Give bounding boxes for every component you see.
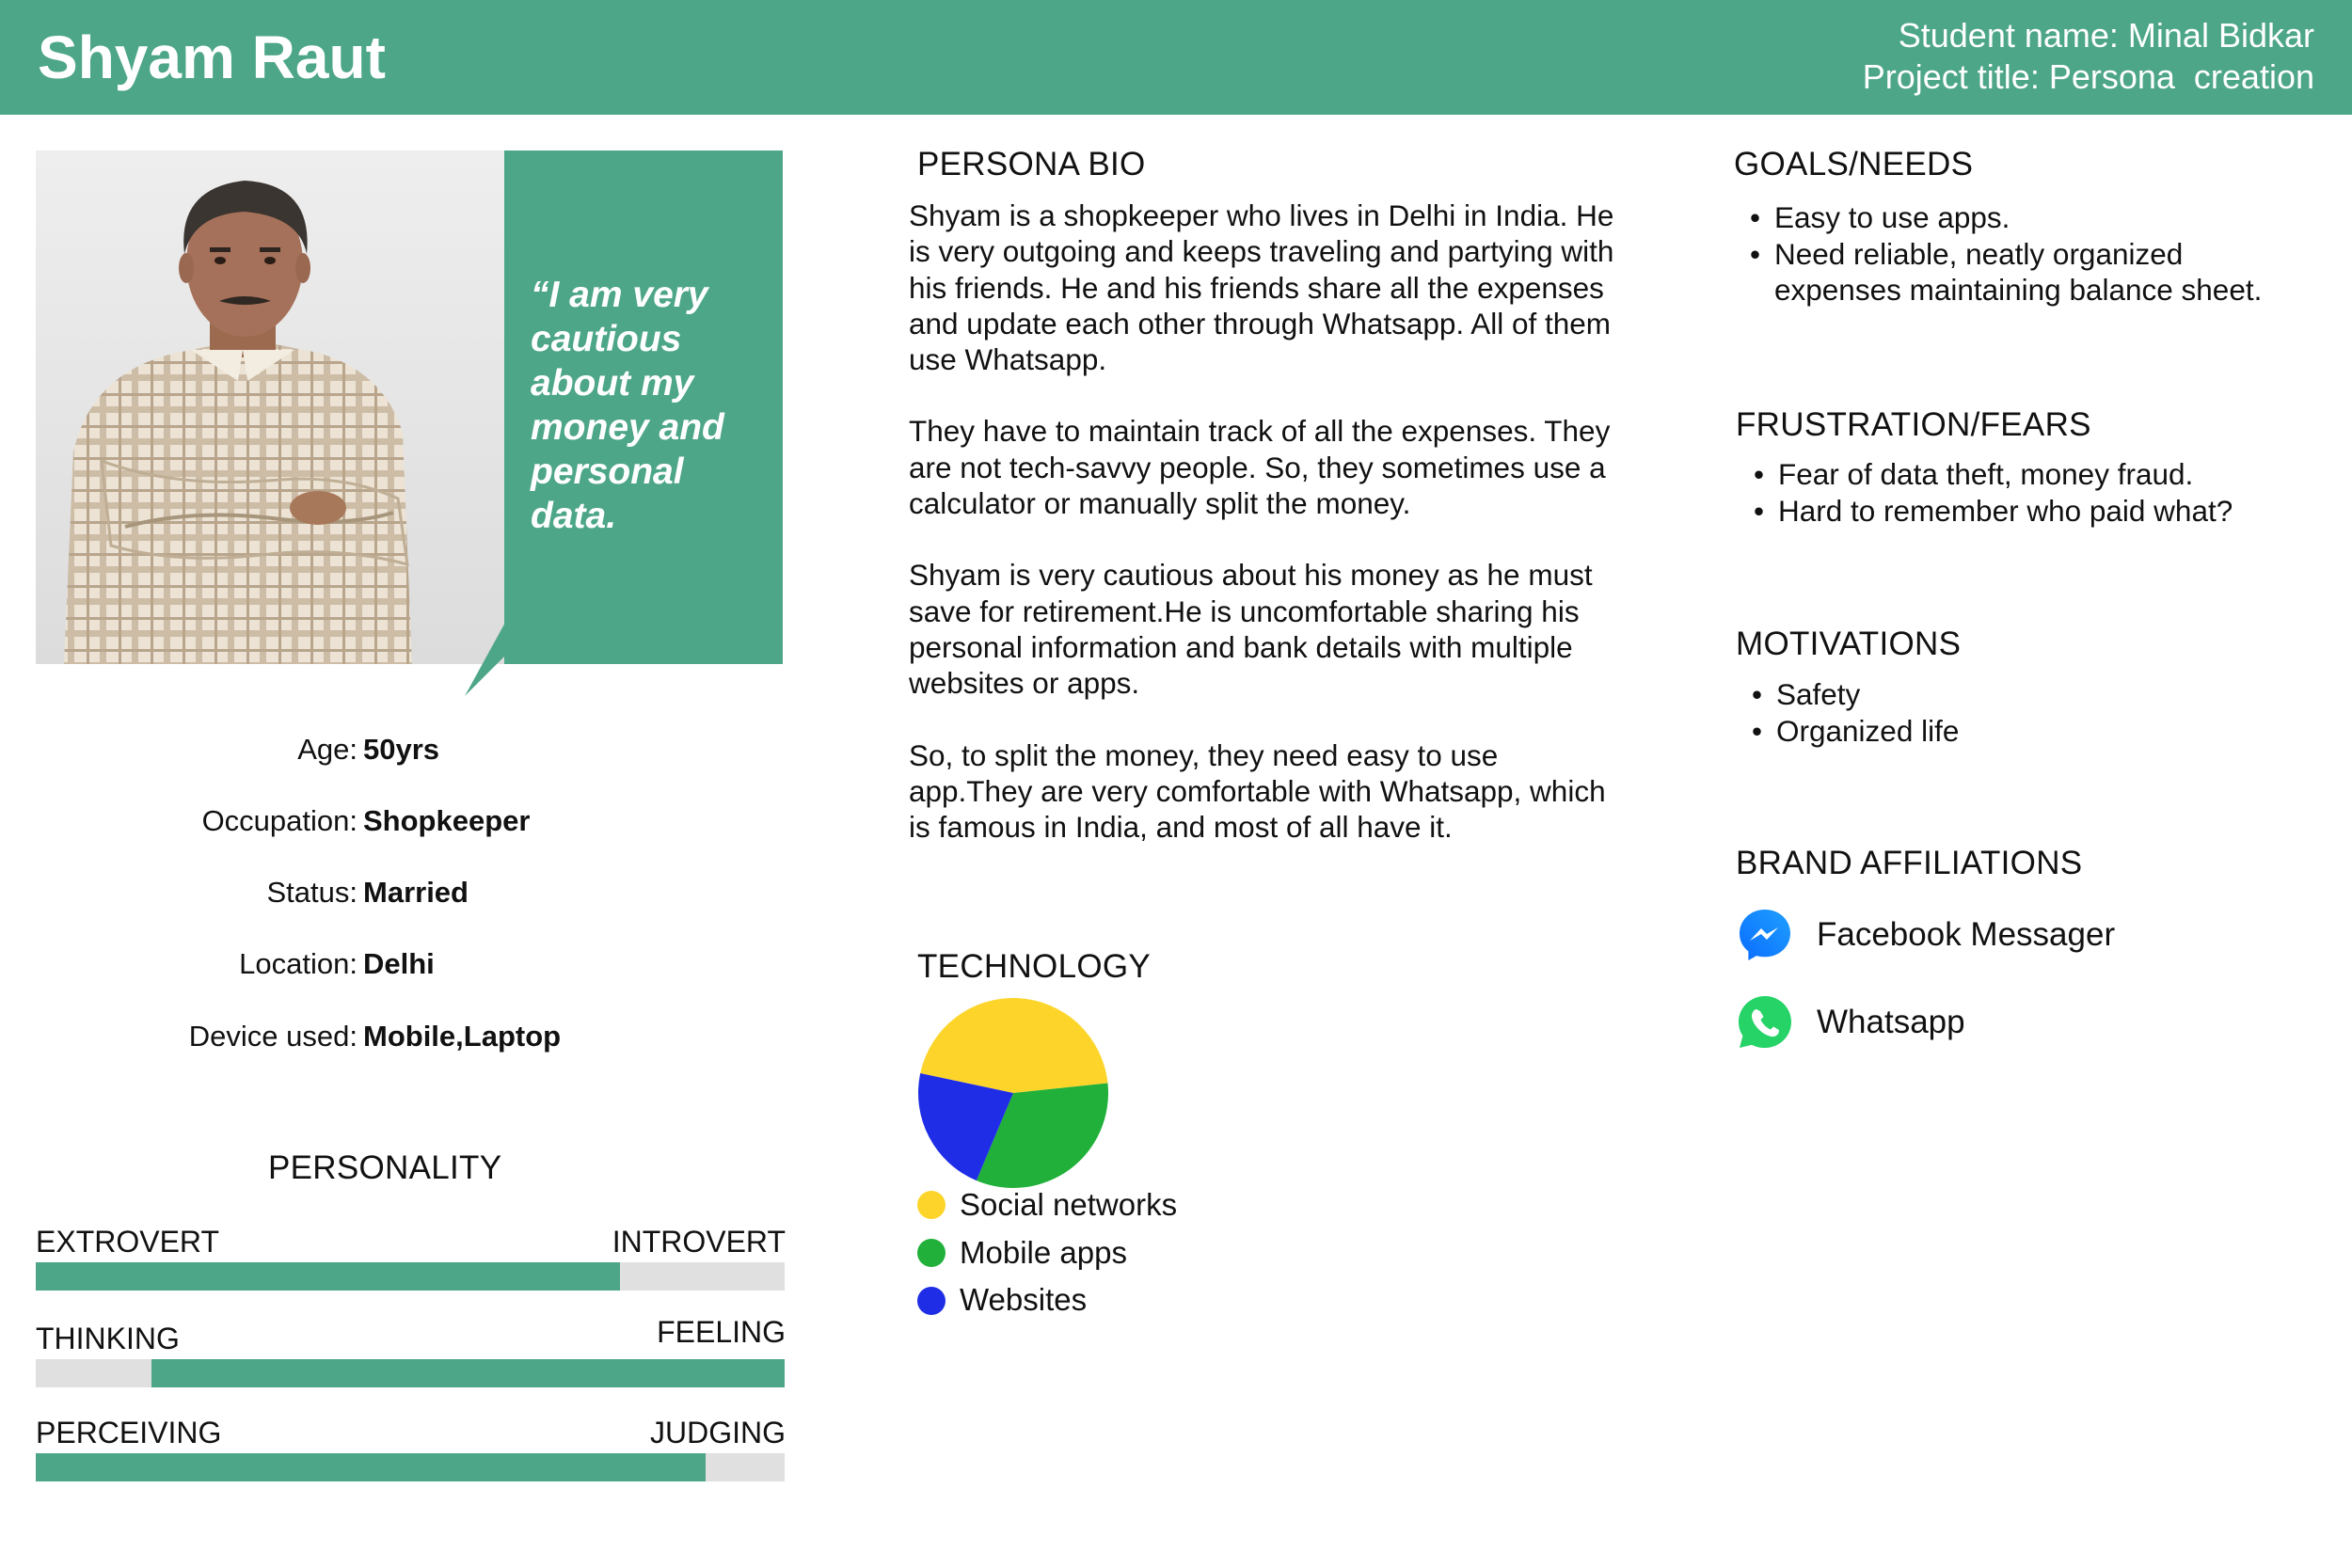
persona-photo-card [36,150,783,664]
trait-right-label: FEELING [657,1315,786,1349]
goal-item: • Need reliable, neatly organized expenses maintaining balance sheet. [1748,236,2312,309]
info-row-location [0,945,358,983]
quote-box [504,150,783,664]
header-meta [1863,15,2314,98]
info-value: Shopkeeper [363,804,531,837]
frustrations-title: FRUSTRATION/FEARS [1736,406,2091,443]
legend-label: Mobile apps [960,1235,1127,1270]
motivations-title: MOTIVATIONS [1736,626,1962,662]
bio-paragraph: Shyam is very cautious about his money as he must save for retirement.He is uncomfortable sharing his personal information and bank details with multiple websites or apps. [909,558,1593,701]
bio-title: PERSONA BIO [917,146,1146,182]
info-label: Location: [239,947,358,980]
project-title: Persona creation [2048,57,2314,96]
motivation-item: • Safety [1750,676,2314,713]
info-label: Occupation: [201,804,358,837]
legend-dot [917,1191,946,1219]
info-label: Device used: [188,1020,358,1053]
info-row-age [0,731,358,768]
info-label: Status: [266,876,358,909]
header-bar [0,0,2352,115]
info-value-wrap [363,874,739,911]
student-line [1863,15,2314,56]
motivations-list [1750,676,2314,749]
person-illustration [36,150,504,664]
brand-item-messenger [1736,906,2115,964]
info-value: Delhi [363,947,435,980]
info-row-occupation [0,802,358,840]
legend-label: Websites [960,1282,1088,1317]
technology-pie-chart [917,997,1109,1189]
brand-name: Whatsapp [1817,1004,1965,1040]
trait-right-label: INTROVERT [612,1225,786,1259]
trait-bar-fill [36,1453,706,1481]
legend-dot [917,1239,946,1267]
info-value-wrap [363,945,739,983]
bio-paragraph: They have to maintain track of all the expenses. They are not tech-savvy people. So, they sometimes use a calculator or manually split the money. [909,414,1611,521]
frustration-item: • Fear of data theft, money fraud. [1752,456,2316,493]
trait-left-label: THINKING [36,1322,180,1355]
info-value-wrap [363,802,739,840]
whatsapp-icon [1736,993,1794,1052]
persona-quote: “I am very cautious about my money and personal data. [531,275,724,536]
trait-bar-fill [151,1359,785,1387]
persona-name: Shyam Raut [38,24,386,91]
info-row-device [0,1018,358,1055]
info-value-wrap [363,731,739,768]
trait-left-label: EXTROVERT [36,1225,219,1259]
legend-dot [917,1287,946,1315]
info-value: Married [363,876,469,909]
trait-left-label: PERCEIVING [36,1416,222,1449]
bio-text [909,198,1614,880]
info-value: 50yrs [363,733,440,766]
info-value: Mobile,Laptop [363,1020,562,1053]
technology-title: TECHNOLOGY [917,948,1152,985]
info-row-status [0,874,358,911]
bio-paragraph: Shyam is a shopkeeper who lives in Delhi in India. He is very outgoing and keeps traveling and partying with his friends. He and his friends share all the expenses and update each other through Whatsapp. All of them use Whatsapp. [909,198,1614,377]
bio-paragraph: So, to split the money, they need easy to use app.They are very comfortable with Whatsapp, which is famous in India, and most of all have it. [909,737,1606,845]
legend-label: Social networks [960,1187,1178,1222]
trait-bar-track [36,1453,785,1481]
info-label: Age: [297,733,358,766]
project-label: Project title: [1862,57,2040,96]
persona-photo [36,150,504,664]
brand-name: Facebook Messager [1817,916,2116,953]
personality-title: PERSONALITY [268,1149,502,1186]
trait-right-label: JUDGING [650,1416,786,1449]
frustration-item: • Hard to remember who paid what? [1752,493,2316,530]
project-line [1863,56,2314,98]
goals-title: GOALS/NEEDS [1734,146,1974,182]
pie-slice-social-networks [920,998,1107,1093]
student-label: Student name: [1898,16,2119,55]
quote-tail [465,621,506,698]
trait-bar-fill [36,1262,620,1291]
motivation-item: • Organized life [1750,713,2314,750]
info-value-wrap [363,1018,739,1055]
brand-item-whatsapp [1736,993,1965,1052]
messenger-icon [1736,906,1794,964]
goal-item: • Easy to use apps. [1748,199,2312,236]
goals-list [1748,199,2312,309]
frustrations-list [1752,456,2316,529]
brands-title: BRAND AFFILIATIONS [1736,845,2083,881]
trait-bar-track [36,1262,785,1291]
trait-bar-track [36,1359,785,1387]
student-name: Minal Bidkar [2127,16,2314,55]
